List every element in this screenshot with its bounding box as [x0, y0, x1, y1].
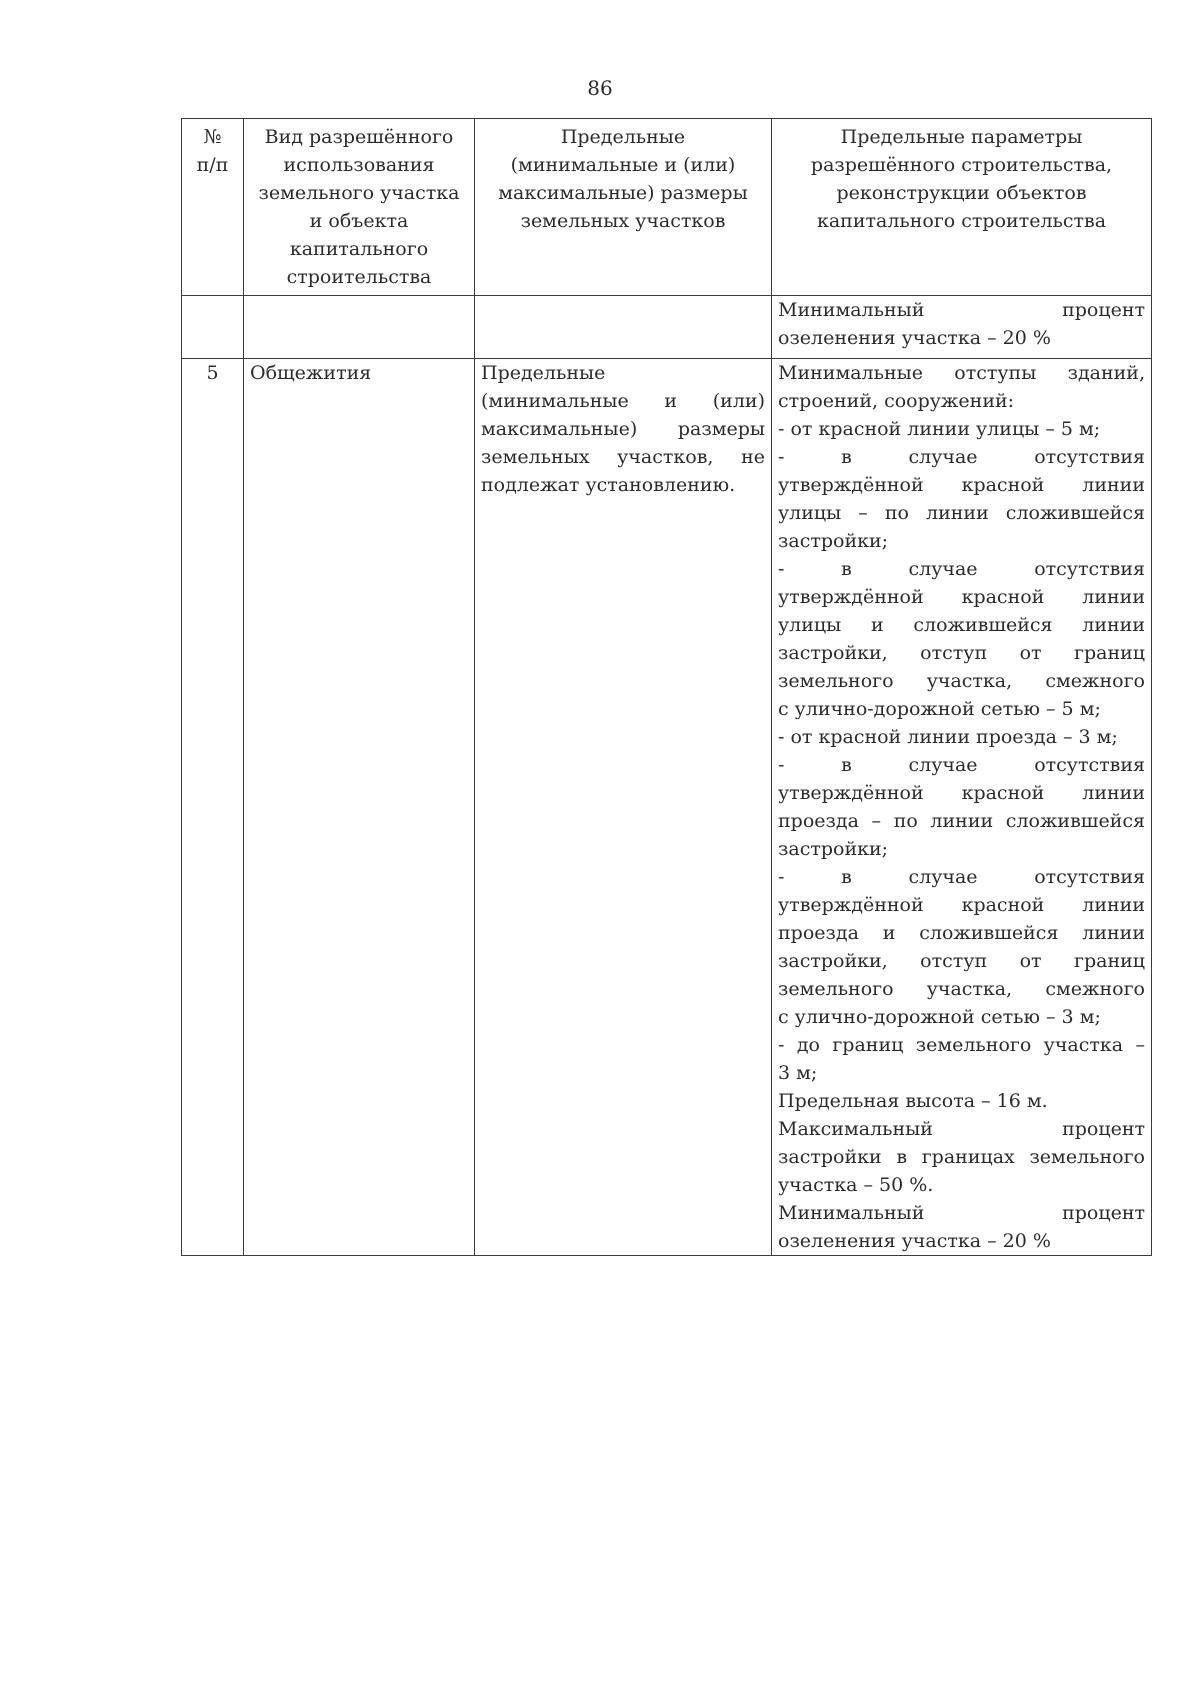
params-line: Предельная высота – 16 м. — [778, 1090, 1048, 1112]
header-use-line: использования — [283, 154, 435, 176]
params-line: - в случае отсутствия — [778, 754, 1145, 776]
size-line: максимальные) размеры — [481, 418, 765, 440]
table-row — [182, 359, 1152, 1256]
continuation-number-cell — [182, 296, 244, 359]
params-line: проезда и сложившейся линии — [778, 922, 1145, 944]
params-line: земельного участка, смежного — [778, 670, 1145, 692]
params-line: утверждённой красной линии — [778, 894, 1145, 916]
params-line: - от красной линии проезда – 3 м; — [778, 726, 1118, 748]
header-size-line: (минимальные и (или) — [510, 154, 736, 176]
continuation-params-cell — [772, 296, 1152, 359]
size-line: (минимальные и (или) — [481, 390, 765, 412]
plot-size-cell — [475, 359, 772, 1256]
header-params-line: разрешённого строительства, — [810, 154, 1113, 176]
permitted-use-cell: Общежития — [244, 359, 475, 1256]
table-header-row — [182, 119, 1152, 296]
params-line: - от красной линии улицы – 5 м; — [778, 418, 1101, 440]
params-line: Максимальный процент — [778, 1118, 1145, 1140]
params-line: - до границ земельного участка – — [778, 1034, 1145, 1056]
size-line: земельных участков, не — [481, 446, 765, 468]
header-params-line: капитального строительства — [816, 210, 1107, 232]
params-line: застройки, отступ от границ — [778, 642, 1145, 664]
params-line: утверждённой красной линии — [778, 586, 1145, 608]
header-permitted-use — [244, 119, 475, 296]
params-line: - в случае отсутствия — [778, 866, 1145, 888]
params-line: проезда – по линии сложившейся — [778, 810, 1145, 832]
header-number — [182, 119, 244, 296]
header-plot-sizes — [475, 119, 772, 296]
header-use-line: Вид разрешённого — [264, 126, 454, 148]
header-use-line: строительства — [286, 266, 432, 288]
params-line: Минимальный процент — [778, 1202, 1145, 1224]
params-line: - в случае отсутствия — [778, 558, 1145, 580]
params-line: застройки, отступ от границ — [778, 950, 1145, 972]
params-line: утверждённой красной линии — [778, 474, 1145, 496]
size-line: подлежат установлению. — [481, 474, 736, 496]
params-line: 3 м; — [778, 1062, 818, 1084]
header-params-line: Предельные параметры — [840, 126, 1083, 148]
params-line: с улично-дорожной сетью – 3 м; — [778, 1006, 1101, 1028]
params-line: - в случае отсутствия — [778, 446, 1145, 468]
params-line: озеленения участка – 20 % — [778, 327, 1051, 349]
params-line: утверждённой красной линии — [778, 782, 1145, 804]
header-number-line: № — [203, 126, 222, 148]
continuation-use-cell — [244, 296, 475, 359]
header-size-line: земельных участков — [520, 210, 726, 232]
zoning-table — [181, 118, 1152, 1256]
header-use-line: и объекта — [309, 210, 409, 232]
params-line: с улично-дорожной сетью – 5 м; — [778, 698, 1101, 720]
header-use-line: земельного участка — [258, 182, 460, 204]
continuation-size-cell — [475, 296, 772, 359]
params-line: застройки; — [778, 530, 889, 552]
params-line: озеленения участка – 20 % — [778, 1230, 1051, 1252]
params-line: Минимальные отступы зданий, — [778, 362, 1145, 384]
header-use-line: капитального — [289, 238, 429, 260]
params-line: строений, сооружений: — [778, 390, 1015, 412]
header-size-line: максимальные) размеры — [498, 182, 748, 204]
params-line: застройки; — [778, 838, 889, 860]
params-line: улицы – по линии сложившейся — [778, 502, 1145, 524]
table-row — [182, 296, 1152, 359]
params-line: Минимальный процент — [778, 299, 1145, 321]
params-line: земельного участка, смежного — [778, 978, 1145, 1000]
header-construction-params — [772, 119, 1152, 296]
page-number: 86 — [587, 76, 613, 100]
header-number-line: п/п — [196, 154, 229, 176]
size-line: Предельные — [481, 362, 606, 384]
row-number: 5 — [182, 359, 244, 1256]
params-line: участка – 50 %. — [778, 1174, 934, 1196]
construction-params-cell — [772, 359, 1152, 1256]
params-line: улицы и сложившейся линии — [778, 614, 1145, 636]
header-params-line: реконструкции объектов — [836, 182, 1087, 204]
header-size-line: Предельные — [560, 126, 686, 148]
params-line: застройки в границах земельного — [778, 1146, 1145, 1168]
